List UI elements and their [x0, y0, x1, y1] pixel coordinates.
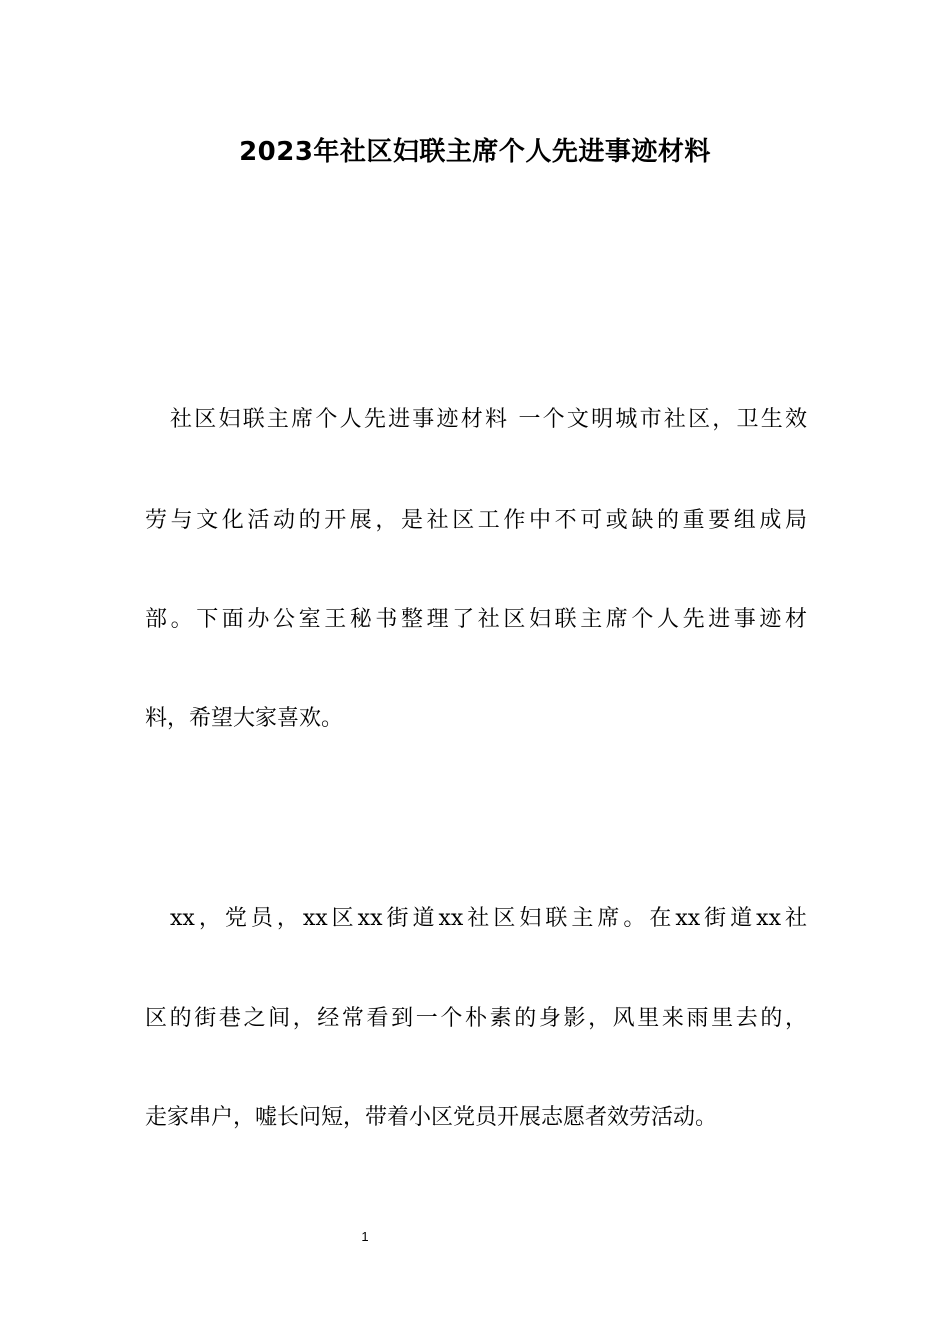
paragraph-line: 社区妇联主席个人先进事迹材料 一个文明城市社区，卫生效 [170, 407, 807, 432]
paragraph-line: 部。下面办公室王秘书整理了社区妇联主席个人先进事迹材 [145, 607, 807, 632]
document-title: 2023年社区妇联主席个人先进事迹材料 [239, 137, 711, 167]
paragraph-line: xx，党员，xx区xx街道xx社区妇联主席。在xx街道xx社 [170, 906, 807, 931]
paragraph-line: 料，希望大家喜欢。 [145, 706, 344, 731]
paragraph-line: 劳与文化活动的开展，是社区工作中不可或缺的重要组成局 [145, 508, 807, 533]
paragraph-line: 走家串户，嘘长问短，带着小区党员开展志愿者效劳活动。 [145, 1105, 718, 1130]
paragraph-line: 区的街巷之间，经常看到一个朴素的身影，风里来雨里去的， [145, 1006, 807, 1031]
page-number: 1 [361, 1229, 369, 1244]
